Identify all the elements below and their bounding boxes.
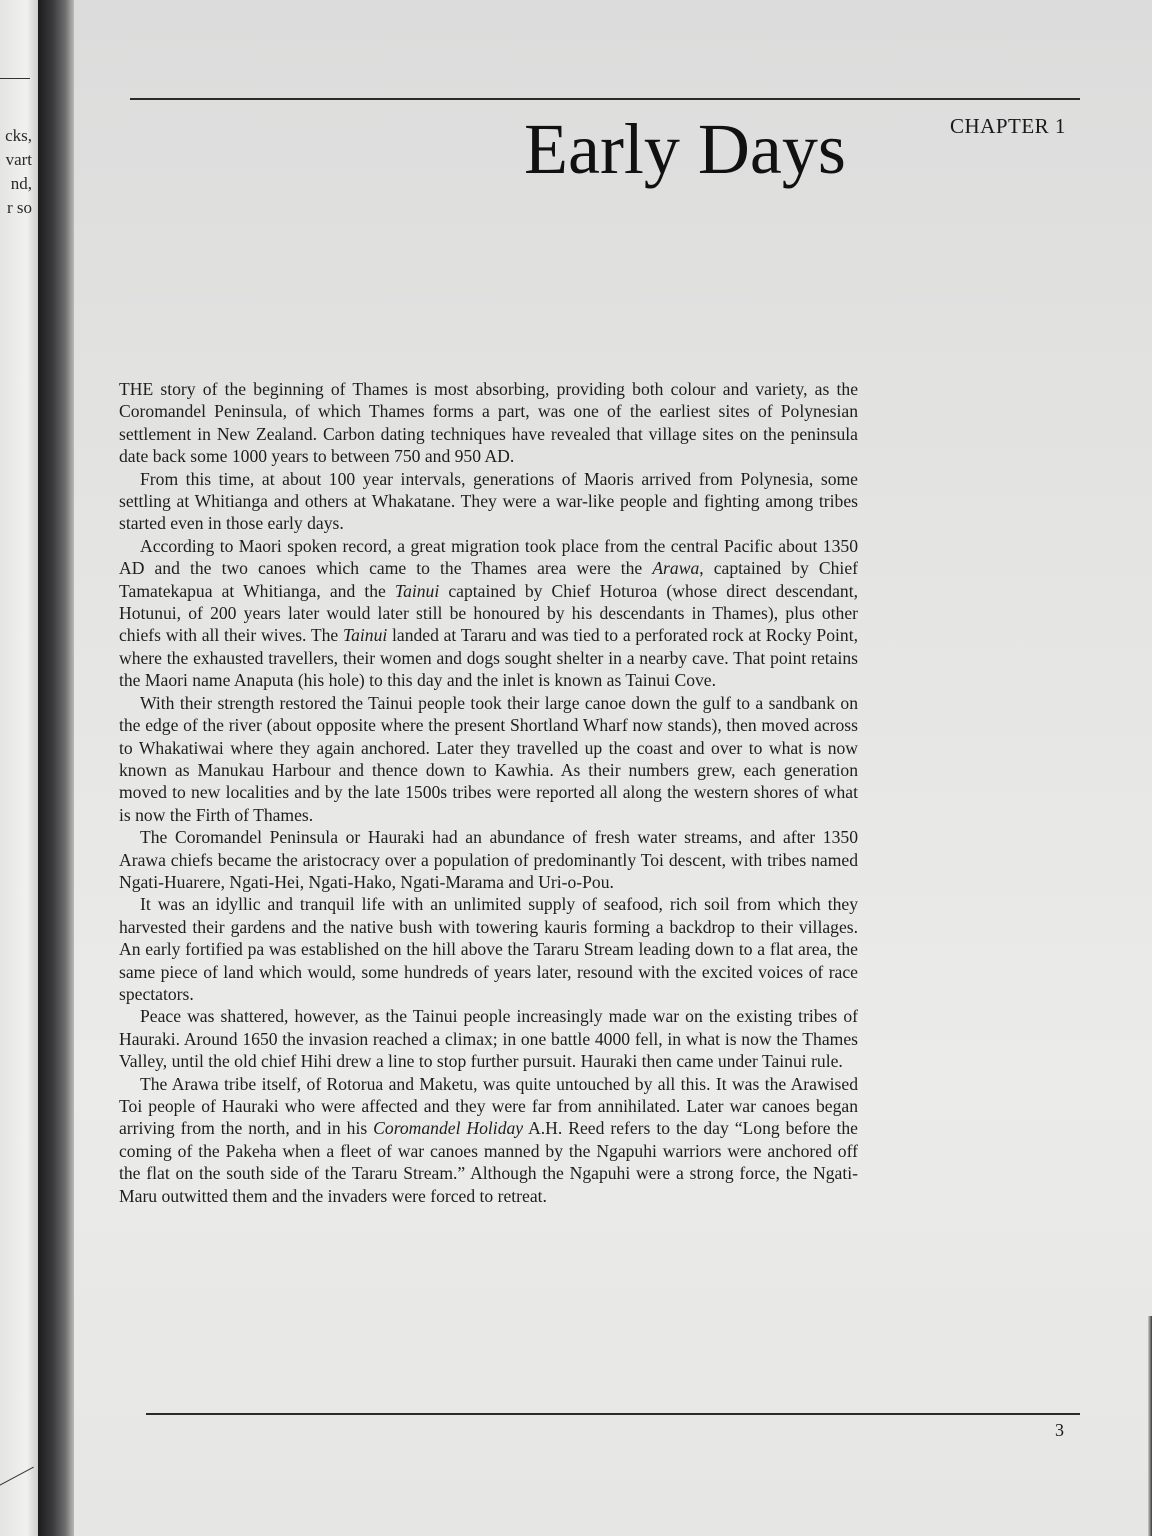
paragraph: The Coromandel Peninsula or Hauraki had an abundance of fresh water streams, and after 1350 Arawa chiefs became the aristocracy over a population of predominantly Toi descent, with tribes named Ngati-Huarere, Ngati-Hei, Ngati-Hako, Ngati-Marama and Uri-o-Pou. <box>119 827 858 892</box>
book-page <box>74 0 1152 1536</box>
page-number: 3 <box>1055 1420 1064 1440</box>
canoe-name: Tainui <box>394 580 440 601</box>
paragraph: According to Maori spoken record, a great migration took place from the central Pacific about 1350 AD and the two canoes which came to the Thames area were the Arawa, captained by Chief Tamatekapua at Whitianga, and the Tainui captained by Chief Hoturoa (whose direct descendant, Hotunui, of 200 years later would later still be honoured by his descendants in Thames), plus other chiefs with all their wives. The Tainui landed at Tararu and was tied to a perforated rock at Rocky Point, where the exhausted travellers, their women and dogs sought shelter in a nearby cave. That point retains the Maori name Anaputa (his hole) to this day and the inlet is known as Tainui Cove. <box>119 535 858 691</box>
paragraph: From this time, at about 100 year intervals, generations of Maoris arrived from Polynesia, some settling at Whitianga and others at Whakatane. They were a war-like people and fighting among tribes started even in those early days. <box>119 468 858 534</box>
footer-rule <box>146 1413 1080 1415</box>
page-edge-shadow <box>1148 1316 1152 1536</box>
header-rule <box>130 98 1080 100</box>
facing-page-text: vart <box>5 150 32 169</box>
book-gutter <box>38 0 74 1536</box>
facing-page-text: cks, <box>5 126 32 145</box>
paragraph: The Arawa tribe itself, of Rotorua and Maketu, was quite untouched by all this. It was the Arawised Toi people of Hauraki who were affected and they were far from annihilated. Later war canoes began arriving from the north, and in his Coromandel Holiday A.H. Reed refers to the day “Long before the coming of the Pakeha when a fleet of war canoes manned by the Ngapuhi warriors were anchored off the flat on the south side of the Tararu Stream.” Although the Ngapuhi were a strong force, the Ngati-Maru outwitted them and the invaders were forced to retreat. <box>119 1073 858 1206</box>
body-text <box>119 378 858 1207</box>
canoe-name: Tainui <box>342 625 388 646</box>
paragraph: With their strength restored the Tainui people took their large canoe down the gulf to a sandbank on the edge of the river (about opposite where the present Shortland Wharf now stands), then moved across to Whakatiwai where they again anchored. Later they travelled up the coast and over to what is now known as Manukau Harbour and thence down to Kawhia. As their numbers grew, each generation moved to new localities and by the late 1500s tribes were reported all along the western shores of what is now the Firth of Thames. <box>119 692 858 825</box>
paragraph: Peace was shattered, however, as the Tainui people increasingly made war on the existing tribes of Hauraki. Around 1650 the invasion reached a climax; in one battle 4000 fell, in what is now the Thames Valley, until the old chief Hihi drew a line to stop further pursuit. Hauraki then came under Tainui rule. <box>119 1006 858 1072</box>
chapter-label: CHAPTER 1 <box>950 114 1066 138</box>
facing-page-rule <box>0 1467 34 1487</box>
canoe-name: Arawa <box>652 558 700 579</box>
facing-page-text: nd, <box>10 174 32 193</box>
facing-page-text: r so <box>6 198 32 217</box>
chapter-title: Early Days <box>524 109 846 189</box>
paragraph: It was an idyllic and tranquil life with an unlimited supply of seafood, rich soil from which they harvested their gardens and the native bush with towering kauris forming a backdrop to their villages. An early fortified pa was established on the hill above the Tararu Stream leading down to a flat area, the same piece of land which would, some hundreds of years later, resound with the excited voices of race spectators. <box>119 894 858 1004</box>
paragraph: THE story of the beginning of Thames is most absorbing, providing both colour and variety, as the Coromandel Peninsula, of which Thames forms a part, was one of the earliest sites of Polynesian settlement in New Zealand. Carbon dating techniques have revealed that village sites on the peninsula date back some 1000 years to between 750 and 950 AD. <box>119 379 858 467</box>
book-title: Coromandel Holiday <box>373 1118 524 1139</box>
facing-page-edge <box>0 0 38 1536</box>
facing-page-rule <box>0 78 30 79</box>
